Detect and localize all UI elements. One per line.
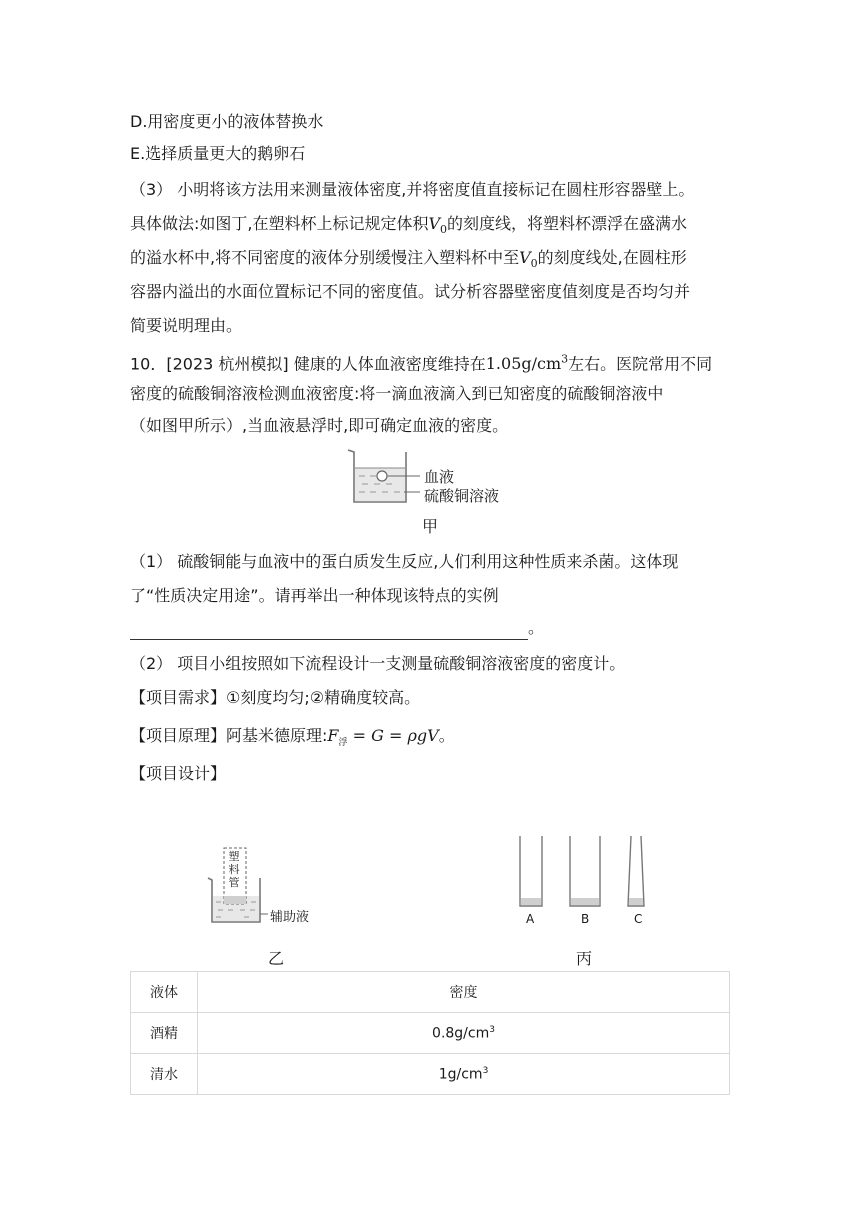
q3-line-5: 简要说明理由。: [130, 316, 243, 335]
density-table: [130, 971, 730, 1095]
answer-blank[interactable]: [130, 623, 528, 640]
table-header-row: [131, 972, 730, 1013]
q3-line-3: [130, 246, 687, 276]
project-principle-title: 【项目原理】: [130, 726, 227, 745]
project-need: [130, 686, 420, 710]
tube-weight: [224, 896, 246, 904]
end-mark: 。: [528, 618, 545, 637]
label-copper-sulfate-solution: 硫酸铜溶液: [424, 487, 500, 505]
v0-symbol: $V_0$: [428, 214, 448, 237]
sub1-line-2: 了“性质决定用途”。请再举出一种体现该特点的实例: [130, 586, 499, 605]
q3-line-2: [130, 212, 687, 242]
label-b: B: [581, 912, 590, 926]
v0-symbol: $V_0$: [519, 248, 538, 271]
tube-a: [520, 836, 542, 906]
q3-line-4: 容器内溢出的水面位置标记不同的密度值。试分析容器壁密度值刻度是否均匀并: [130, 282, 691, 301]
cell-liquid: 清水: [131, 1054, 198, 1095]
q3-line-3-text-b: 的刻度线处,在圆柱形: [537, 248, 687, 267]
project-design-title: 【项目设计】: [130, 764, 227, 783]
project-principle: 【项目原理】阿基米德原理$:F_浮 = G = \rho gV$。: [130, 726, 455, 749]
label-blood: 血液: [424, 468, 455, 486]
q3-line-2-text-b: 的刻度线，将塑料杯漂浮在盛满水: [447, 214, 688, 233]
q10-line-3: （如图甲所示）,当血液悬浮时,即可确定血液的密度。: [130, 416, 509, 435]
blood-drop: [377, 471, 387, 481]
label-a: A: [526, 912, 535, 926]
q3-line-2-text-a: 具体做法:如图丁,在塑料杯上标记规定体积: [130, 214, 429, 233]
sub1-line-1: （1） 硫酸铜能与血液中的蛋白质发生反应,人们利用这种性质来杀菌。这体现: [130, 552, 679, 571]
header-density: 密度: [198, 972, 730, 1013]
figure-caption-bing: 丙: [576, 949, 593, 968]
project-need-text: ①刻度均匀;②精确度较高。: [226, 688, 421, 707]
figure-bing: [510, 834, 650, 914]
tube-label: 塑料管: [228, 850, 240, 889]
table-row: [131, 1054, 730, 1095]
q10-line-1-text-b: 左右。医院常用不同: [568, 354, 713, 374]
option-d: D.用密度更小的液体替换水: [130, 112, 324, 131]
table-row: [131, 1013, 730, 1054]
tube-b: [570, 836, 600, 906]
buoyancy-formula: $F_浮 = G = \rho gV$: [327, 726, 439, 749]
sub2-line-1: （2） 项目小组按照如下流程设计一支测量硫酸铜溶液密度的密度计。: [130, 654, 626, 673]
label-aux-liquid: 辅助液: [270, 910, 310, 925]
q3-line-1: （3） 小明将该方法用来测量液体密度,并将密度值直接标记在圆柱形容器壁上。: [130, 180, 695, 199]
sub1-answer-line: [130, 616, 544, 640]
header-liquid: 液体: [131, 972, 198, 1013]
figure-caption-yi: 乙: [268, 949, 285, 968]
option-e: E.选择质量更大的鹅卵石: [130, 144, 306, 163]
tube-c: [628, 836, 644, 906]
cell-liquid: 酒精: [131, 1013, 198, 1054]
q3-line-3-text-a: 的溢水杯中,将不同密度的液体分别缓慢注入塑料杯中至: [130, 248, 520, 267]
cell-density: $0.8g/cm^3$: [198, 1013, 730, 1054]
cell-density: $1g/cm^3$: [198, 1054, 730, 1095]
q10-line-1-text-a: 10．[2023 杭州模拟] 健康的人体血液密度维持在: [130, 354, 486, 374]
blood-density-value: $1.05g/cm^3$: [485, 353, 569, 374]
q10-line-2: 密度的硫酸铜溶液检测血液密度:将一滴血液滴入到已知密度的硫酸铜溶液中: [130, 384, 664, 403]
label-c: C: [634, 912, 643, 926]
project-need-title: 【项目需求】: [130, 688, 227, 707]
q10-line-1: [130, 348, 712, 376]
project-principle-text: 阿基米德原理:: [226, 726, 328, 745]
figure-caption-jia: 甲: [422, 517, 439, 536]
